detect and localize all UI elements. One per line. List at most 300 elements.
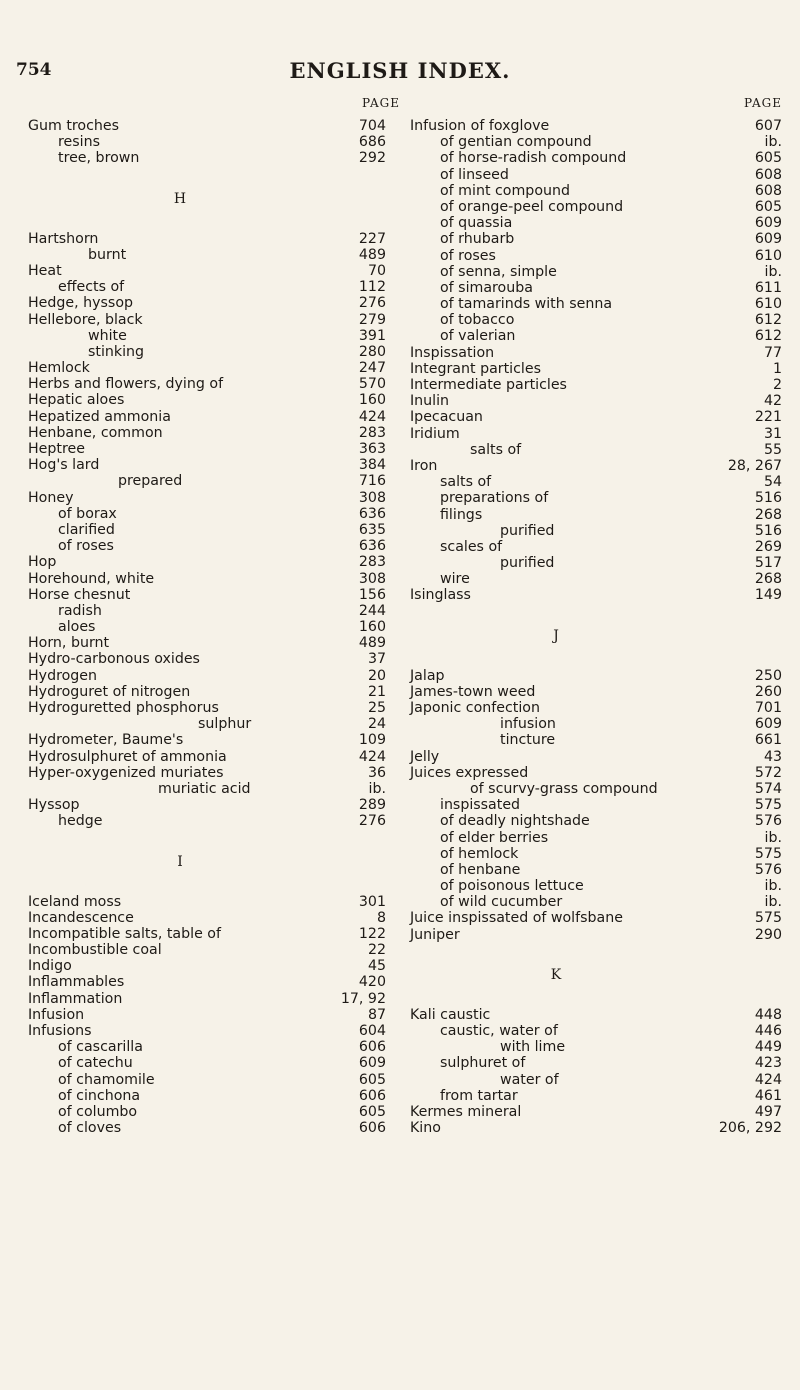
index-entry xyxy=(28,554,400,570)
section-letter-text: J xyxy=(553,627,559,644)
entry-term: scales of xyxy=(440,538,503,555)
entry-page-ref: 609 xyxy=(754,231,782,248)
entry-page-ref: 424 xyxy=(358,748,386,765)
entry-term: tincture xyxy=(500,732,556,749)
entry-page-ref: 37 xyxy=(367,651,386,668)
entry-page-ref: 21 xyxy=(367,683,386,700)
entry-term: Hyper-oxygenized muriates xyxy=(28,764,224,781)
entry-term: resins xyxy=(58,134,100,151)
entry-term: Isinglass xyxy=(410,587,471,604)
entry-term: Hepatic aloes xyxy=(28,392,125,409)
index-entry xyxy=(28,635,400,651)
entry-page-ref: 250 xyxy=(754,667,782,684)
index-entry xyxy=(28,1023,400,1039)
entry-page-ref: 612 xyxy=(754,312,782,329)
entry-page-ref: 283 xyxy=(358,554,386,571)
index-entry xyxy=(28,376,400,392)
entry-term: Hepatized ammonia xyxy=(28,408,171,425)
entry-term: of roses xyxy=(440,247,496,264)
entry-page-ref: 269 xyxy=(754,538,782,555)
entry-term: Infusions xyxy=(28,1023,92,1039)
index-entry xyxy=(410,797,782,813)
entry-term: Inspissation xyxy=(410,344,495,361)
entry-page-ref: 448 xyxy=(754,1006,782,1023)
entry-page-ref: 570 xyxy=(358,376,386,393)
index-entry xyxy=(28,1055,400,1071)
entry-page-ref: 363 xyxy=(358,441,386,457)
entry-page-ref: 424 xyxy=(358,408,386,425)
index-entry xyxy=(28,263,400,279)
column-header xyxy=(28,96,400,118)
entry-page-ref: 423 xyxy=(754,1055,782,1072)
entry-term: prepared xyxy=(118,473,183,490)
index-entry xyxy=(28,134,400,150)
entry-page-ref: 575 xyxy=(754,797,782,814)
index-entry xyxy=(410,1023,782,1039)
index-entry xyxy=(28,457,400,473)
entry-page-ref: 606 xyxy=(358,1039,386,1056)
entry-term: with lime xyxy=(500,1039,566,1056)
entry-page-ref: 109 xyxy=(358,732,386,749)
index-entry xyxy=(410,377,782,393)
entry-page-ref: 612 xyxy=(754,328,782,345)
entry-term: of rhubarb xyxy=(440,231,515,248)
index-entry xyxy=(28,974,400,990)
entry-term: of poisonous lettuce xyxy=(440,878,584,895)
index-entry xyxy=(410,167,782,183)
index-entry xyxy=(410,1072,782,1088)
entry-term: muriatic acid xyxy=(158,780,251,797)
entry-page-ref: 1 xyxy=(772,360,782,377)
entry-term: Jalap xyxy=(410,667,445,684)
index-entry xyxy=(410,361,782,377)
entry-term: Incandescence xyxy=(28,909,134,926)
entry-term: of horse-radish compound xyxy=(440,150,627,167)
entry-page-ref: 227 xyxy=(358,230,386,247)
entry-term: infusion xyxy=(500,716,556,733)
index-entry xyxy=(410,1055,782,1071)
index-column-right xyxy=(410,96,782,1136)
section-letter-text: K xyxy=(550,966,562,983)
entry-page-ref: 391 xyxy=(358,327,386,344)
entry-page-ref: 260 xyxy=(754,683,782,700)
entry-page-ref: 70 xyxy=(367,262,386,279)
entry-term: Intermediate particles xyxy=(410,377,567,393)
index-entry xyxy=(410,523,782,539)
entry-page-ref: 576 xyxy=(754,861,782,878)
entry-term: clarified xyxy=(58,521,115,538)
entry-term: filings xyxy=(440,506,483,523)
index-entry xyxy=(28,732,400,748)
entry-page-ref: 122 xyxy=(358,925,386,942)
entry-page-ref: ib. xyxy=(764,263,782,280)
entry-page-ref: 156 xyxy=(358,586,386,603)
entry-term: Japonic confection xyxy=(410,700,540,716)
entry-page-ref: 489 xyxy=(358,246,386,263)
entry-page-ref: 604 xyxy=(358,1023,386,1039)
index-entry xyxy=(410,231,782,247)
index-entry xyxy=(410,862,782,878)
index-entry xyxy=(28,926,400,942)
entry-page-ref: 572 xyxy=(754,764,782,781)
entry-page-ref: 276 xyxy=(358,813,386,830)
index-entry xyxy=(410,280,782,296)
entry-page-ref: 636 xyxy=(358,538,386,555)
entry-term: inspissated xyxy=(440,797,521,814)
entry-page-ref: 276 xyxy=(358,295,386,312)
entry-term: Hedge, hyssop xyxy=(28,295,134,312)
entry-page-ref: 608 xyxy=(754,182,782,199)
index-entry xyxy=(410,393,782,409)
entry-page-ref: 516 xyxy=(754,490,782,507)
section-letter xyxy=(410,604,782,668)
entry-page-ref: 42 xyxy=(763,393,782,410)
index-entry xyxy=(28,441,400,457)
index-entry xyxy=(28,295,400,311)
entry-term: of mint compound xyxy=(440,182,570,199)
index-entry xyxy=(28,506,400,522)
entry-term: of simarouba xyxy=(440,279,533,296)
entry-page-ref: 268 xyxy=(754,571,782,588)
index-entry xyxy=(28,231,400,247)
section-letter-text: I xyxy=(177,853,183,870)
entry-page-ref: 36 xyxy=(367,764,386,781)
entry-page-ref: 289 xyxy=(358,797,386,814)
entry-term: Kali caustic xyxy=(410,1006,491,1023)
entry-term: salts of xyxy=(470,441,522,458)
index-entry xyxy=(28,603,400,619)
section-letter xyxy=(28,830,400,894)
index-entry xyxy=(410,1088,782,1104)
entry-term: of tobacco xyxy=(440,312,515,329)
entry-page-ref: 280 xyxy=(358,343,386,360)
entry-page-ref: 635 xyxy=(358,521,386,538)
entry-term: salts of xyxy=(440,474,492,491)
entry-term: of wild cucumber xyxy=(440,894,563,911)
entry-term: Incombustible coal xyxy=(28,942,162,959)
entry-page-ref: 24 xyxy=(367,716,386,733)
index-entry xyxy=(28,1072,400,1088)
index-entry xyxy=(28,894,400,910)
index-entry xyxy=(410,458,782,474)
entry-page-ref: 292 xyxy=(358,150,386,167)
index-entry xyxy=(410,312,782,328)
entry-term: stinking xyxy=(88,343,145,360)
index-entry xyxy=(410,830,782,846)
entry-term: Inflammables xyxy=(28,974,125,991)
entry-term: Ipecacuan xyxy=(410,409,483,426)
entry-term: Honey xyxy=(28,489,74,506)
entry-term: of roses xyxy=(58,538,114,555)
entry-term: Juices expressed xyxy=(410,764,529,781)
entry-page-ref: 160 xyxy=(358,619,386,636)
running-title: ENGLISH INDEX. xyxy=(289,58,511,83)
entry-page-ref: 609 xyxy=(358,1055,386,1072)
entry-page-ref: 290 xyxy=(754,926,782,943)
index-entry xyxy=(410,248,782,264)
page-header xyxy=(0,0,800,96)
entry-page-ref: 45 xyxy=(367,958,386,975)
entry-page-ref: 244 xyxy=(358,602,386,619)
entry-term: Hydro-carbonous oxides xyxy=(28,651,200,668)
entry-page-ref: 149 xyxy=(754,587,782,604)
entry-term: James-town weed xyxy=(410,683,536,700)
entry-term: Infusion xyxy=(28,1006,85,1023)
entry-term: of valerian xyxy=(440,328,516,345)
entry-page-ref: 606 xyxy=(358,1087,386,1104)
entry-term: of hemlock xyxy=(440,845,519,862)
index-entry xyxy=(410,1104,782,1120)
entry-page-ref: 497 xyxy=(754,1103,782,1120)
entry-term: sulphuret of xyxy=(440,1055,526,1072)
index-entry xyxy=(28,247,400,263)
entry-page-ref: 576 xyxy=(754,813,782,830)
entry-page-ref: 54 xyxy=(763,474,782,491)
index-entry xyxy=(28,910,400,926)
index-entry xyxy=(28,328,400,344)
entry-page-ref: 489 xyxy=(358,635,386,652)
index-entry xyxy=(410,215,782,231)
entry-term: Hydroguret of nitrogen xyxy=(28,683,191,700)
entry-term: Indigo xyxy=(28,958,72,975)
index-entry xyxy=(28,668,400,684)
entry-term: of columbo xyxy=(58,1103,138,1120)
entry-term: Hydrosulphuret of ammonia xyxy=(28,748,227,765)
index-entry xyxy=(410,490,782,506)
entry-page-ref: 301 xyxy=(358,893,386,910)
entry-page-ref: 25 xyxy=(367,700,386,716)
section-letter xyxy=(410,943,782,1007)
index-entry xyxy=(410,183,782,199)
index-entry xyxy=(28,425,400,441)
entry-page-ref: ib. xyxy=(764,878,782,895)
entry-page-ref: 8 xyxy=(376,909,386,926)
entry-page-ref: 279 xyxy=(358,311,386,328)
entry-page-ref: 609 xyxy=(754,716,782,733)
entry-term: Iceland moss xyxy=(28,893,122,910)
entry-term: Hyssop xyxy=(28,797,80,814)
entry-page-ref: 221 xyxy=(754,409,782,426)
index-entry xyxy=(410,587,782,603)
entry-page-ref: 686 xyxy=(358,134,386,151)
index-entry xyxy=(410,409,782,425)
entry-term: Henbane, common xyxy=(28,424,163,441)
entry-term: of elder berries xyxy=(440,829,549,846)
entry-page-ref: 461 xyxy=(754,1087,782,1104)
index-entry xyxy=(410,1039,782,1055)
entry-page-ref: 31 xyxy=(763,425,782,442)
page-heading: PAGE xyxy=(744,96,782,110)
entry-page-ref: 574 xyxy=(754,780,782,797)
index-entry xyxy=(410,749,782,765)
entry-page-ref: 636 xyxy=(358,505,386,522)
entry-page-ref: 20 xyxy=(367,667,386,684)
index-entry xyxy=(410,199,782,215)
entry-page-ref: 446 xyxy=(754,1023,782,1039)
entry-page-ref: 610 xyxy=(754,247,782,264)
index-entry xyxy=(410,910,782,926)
entry-term: Hog's lard xyxy=(28,457,100,474)
index-entries xyxy=(28,118,400,1136)
entry-page-ref: 605 xyxy=(754,150,782,167)
entry-term: tree, brown xyxy=(58,150,140,167)
entry-term: hedge xyxy=(58,813,103,830)
entry-term: Herbs and flowers, dying of xyxy=(28,376,224,393)
entry-term: of senna, simple xyxy=(440,263,557,280)
index-entry xyxy=(28,1007,400,1023)
index-entry xyxy=(410,846,782,862)
entry-term: purified xyxy=(500,522,555,539)
index-entry xyxy=(28,651,400,667)
index-entry xyxy=(410,716,782,732)
index-entries xyxy=(410,118,782,1136)
entry-page-ref: 661 xyxy=(754,732,782,749)
entry-term: of henbane xyxy=(440,861,521,878)
entry-term: Horn, burnt xyxy=(28,635,110,652)
index-entry xyxy=(410,1007,782,1023)
entry-page-ref: 308 xyxy=(358,570,386,587)
entry-term: from tartar xyxy=(440,1087,518,1104)
entry-page-ref: 308 xyxy=(358,489,386,506)
entry-term: of borax xyxy=(58,505,117,522)
entry-term: Gum troches xyxy=(28,118,119,134)
index-entry xyxy=(28,490,400,506)
index-entry xyxy=(410,684,782,700)
entry-page-ref: ib. xyxy=(764,894,782,911)
entry-term: Iron xyxy=(410,457,438,474)
entry-page-ref: 384 xyxy=(358,457,386,474)
index-entry xyxy=(28,1039,400,1055)
entry-term: preparations of xyxy=(440,490,549,507)
entry-page-ref: 87 xyxy=(367,1006,386,1023)
entry-page-ref: 517 xyxy=(754,555,782,572)
index-entry xyxy=(28,991,400,1007)
entry-page-ref: 420 xyxy=(358,974,386,991)
entry-term: Juice inspissated of wolfsbane xyxy=(410,910,623,927)
index-entry xyxy=(28,684,400,700)
index-entry xyxy=(410,328,782,344)
entry-term: of quassia xyxy=(440,215,513,232)
entry-page-ref: 28, 267 xyxy=(727,457,782,474)
index-entry xyxy=(28,522,400,538)
entry-term: Hydrometer, Baume's xyxy=(28,732,184,749)
entry-page-ref: 611 xyxy=(754,279,782,296)
index-entry xyxy=(28,700,400,716)
index-entry xyxy=(410,878,782,894)
entry-page-ref: 160 xyxy=(358,392,386,409)
index-entry xyxy=(410,1120,782,1136)
index-entry xyxy=(410,426,782,442)
index-entry xyxy=(28,797,400,813)
entry-term: radish xyxy=(58,602,102,619)
index-entry xyxy=(410,134,782,150)
entry-page-ref: 701 xyxy=(754,700,782,716)
entry-term: burnt xyxy=(88,246,127,263)
index-entry xyxy=(410,442,782,458)
entry-term: effects of xyxy=(58,279,125,296)
entry-term: Infusion of foxglove xyxy=(410,118,550,134)
entry-term: Jelly xyxy=(410,748,440,765)
entry-term: of scurvy-grass compound xyxy=(470,780,658,797)
entry-page-ref: ib. xyxy=(764,134,782,151)
entry-term: Hellebore, black xyxy=(28,311,143,328)
index-entry xyxy=(410,668,782,684)
index-entry xyxy=(28,749,400,765)
index-entry xyxy=(28,150,400,166)
index-entry xyxy=(410,474,782,490)
entry-term: of catechu xyxy=(58,1055,133,1072)
index-entry xyxy=(28,587,400,603)
entry-term: Heptree xyxy=(28,441,85,457)
entry-page-ref: 283 xyxy=(358,424,386,441)
index-entry xyxy=(410,927,782,943)
index-entry xyxy=(28,765,400,781)
index-entry xyxy=(28,118,400,134)
index-entry xyxy=(410,539,782,555)
entry-term: Horehound, white xyxy=(28,570,155,587)
index-entry xyxy=(28,344,400,360)
entry-term: of linseed xyxy=(440,166,509,183)
entry-term: of orange-peel compound xyxy=(440,198,624,215)
entry-term: of chamomile xyxy=(58,1071,155,1088)
entry-term: Inflammation xyxy=(28,990,123,1007)
entry-term: wire xyxy=(440,571,470,588)
entry-page-ref: 206, 292 xyxy=(718,1120,782,1137)
index-entry xyxy=(410,507,782,523)
page-number: 754 xyxy=(16,60,52,80)
entry-term: Juniper xyxy=(410,926,460,943)
index-entry xyxy=(410,700,782,716)
entry-page-ref: 608 xyxy=(754,166,782,183)
entry-page-ref: ib. xyxy=(764,829,782,846)
entry-page-ref: 247 xyxy=(358,360,386,377)
entry-term: caustic, water of xyxy=(440,1023,558,1039)
index-entry xyxy=(28,1120,400,1136)
entry-term: Hemlock xyxy=(28,360,90,377)
entry-term: of gentian compound xyxy=(440,134,592,151)
entry-page-ref: 575 xyxy=(754,845,782,862)
entry-term: of cloves xyxy=(58,1120,122,1137)
entry-term: Hartshorn xyxy=(28,230,99,247)
entry-page-ref: 424 xyxy=(754,1071,782,1088)
entry-page-ref: ib. xyxy=(368,780,386,797)
index-entry xyxy=(410,264,782,280)
entry-page-ref: 43 xyxy=(763,748,782,765)
index-entry xyxy=(410,555,782,571)
entry-term: Hop xyxy=(28,554,57,571)
entry-page-ref: 449 xyxy=(754,1039,782,1056)
index-entry xyxy=(28,409,400,425)
index-entry xyxy=(410,296,782,312)
entry-term: sulphur xyxy=(198,716,252,733)
page-heading: PAGE xyxy=(362,96,400,110)
entry-term: Incompatible salts, table of xyxy=(28,925,221,942)
entry-term: Hydrogen xyxy=(28,667,97,684)
entry-page-ref: 516 xyxy=(754,522,782,539)
index-entry xyxy=(28,392,400,408)
entry-page-ref: 268 xyxy=(754,506,782,523)
entry-page-ref: 704 xyxy=(358,118,386,134)
index-entry xyxy=(28,312,400,328)
index-entry xyxy=(410,118,782,134)
entry-page-ref: 605 xyxy=(358,1071,386,1088)
entry-page-ref: 17, 92 xyxy=(340,990,386,1007)
entry-page-ref: 22 xyxy=(367,942,386,959)
index-entry xyxy=(28,619,400,635)
entry-term: Heat xyxy=(28,262,62,279)
index-entry xyxy=(28,716,400,732)
entry-term: Horse chesnut xyxy=(28,586,131,603)
